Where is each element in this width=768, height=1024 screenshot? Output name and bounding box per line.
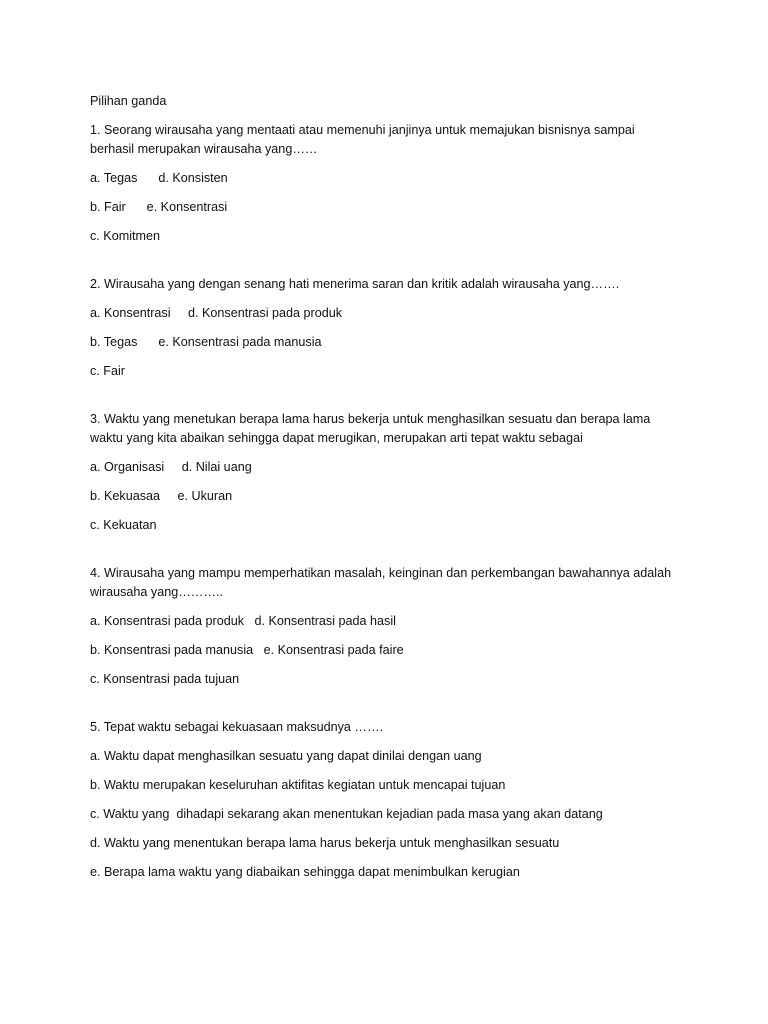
answer-options-line: c. Komitmen	[90, 229, 160, 243]
answer-options-line: c. Kekuatan	[90, 518, 157, 532]
answer-options-line: a. Organisasi d. Nilai uang	[90, 460, 252, 474]
answer-options-line: a. Konsentrasi d. Konsentrasi pada produk	[90, 306, 343, 320]
document-body	[90, 92, 710, 882]
answer-options-line: c. Fair	[90, 364, 125, 378]
question-stem-line: 1. Seorang wirausaha yang mentaati atau memenuhi janjinya untuk memajukan bisnisnya sampai	[90, 123, 635, 137]
answer-option: e. Berapa lama waktu yang diabaikan sehingga dapat menimbulkan kerugian	[90, 865, 520, 879]
question-stem	[90, 275, 710, 294]
answer-option: a. Waktu dapat menghasilkan sesuatu yang dapat dinilai dengan uang	[90, 749, 482, 763]
answer-options-line: a. Tegas d. Konsisten	[90, 171, 228, 185]
question-stem	[90, 718, 710, 737]
answer-options-line: b. Konsentrasi pada manusia e. Konsentrasi pada faire	[90, 643, 404, 657]
answer-option: c. Waktu yang dihadapi sekarang akan menentukan kejadian pada masa yang akan datang	[90, 807, 603, 821]
answer-options-line: a. Konsentrasi pada produk d. Konsentrasi pada hasil	[90, 614, 396, 628]
answer-options-line: c. Konsentrasi pada tujuan	[90, 672, 240, 686]
answer-options-line: b. Kekuasaa e. Ukuran	[90, 489, 233, 503]
answer-options-line: b. Fair e. Konsentrasi	[90, 200, 228, 214]
question-1	[90, 121, 710, 246]
answer-option: d. Waktu yang menentukan berapa lama harus bekerja untuk menghasilkan sesuatu	[90, 836, 560, 850]
section-heading: Pilihan ganda	[90, 94, 167, 108]
question-5	[90, 718, 710, 882]
question-stem-line: waktu yang kita abaikan sehingga dapat merugikan, merupakan arti tepat waktu sebagai	[90, 431, 583, 445]
question-stem-line: berhasil merupakan wirausaha yang……	[90, 142, 318, 156]
question-stem-line: 3. Waktu yang menetukan berapa lama harus bekerja untuk menghasilkan sesuatu dan berapa lama	[90, 412, 651, 426]
question-stem-line: 5. Tepat waktu sebagai kekuasaan maksudnya …….	[90, 720, 384, 734]
question-2	[90, 275, 710, 381]
question-stem-line: 4. Wirausaha yang mampu memperhatikan masalah, keinginan dan perkembangan bawahannya adalah	[90, 566, 672, 580]
question-4	[90, 564, 710, 689]
question-stem	[90, 121, 710, 159]
answer-options-line: b. Tegas e. Konsentrasi pada manusia	[90, 335, 322, 349]
question-stem-line: 2. Wirausaha yang dengan senang hati menerima saran dan kritik adalah wirausaha yang…….	[90, 277, 620, 291]
answer-option: b. Waktu merupakan keseluruhan aktifitas kegiatan untuk mencapai tujuan	[90, 778, 506, 792]
question-3	[90, 410, 710, 535]
question-stem	[90, 564, 710, 602]
question-stem-line: wirausaha yang………..	[90, 585, 223, 599]
question-stem	[90, 410, 710, 448]
